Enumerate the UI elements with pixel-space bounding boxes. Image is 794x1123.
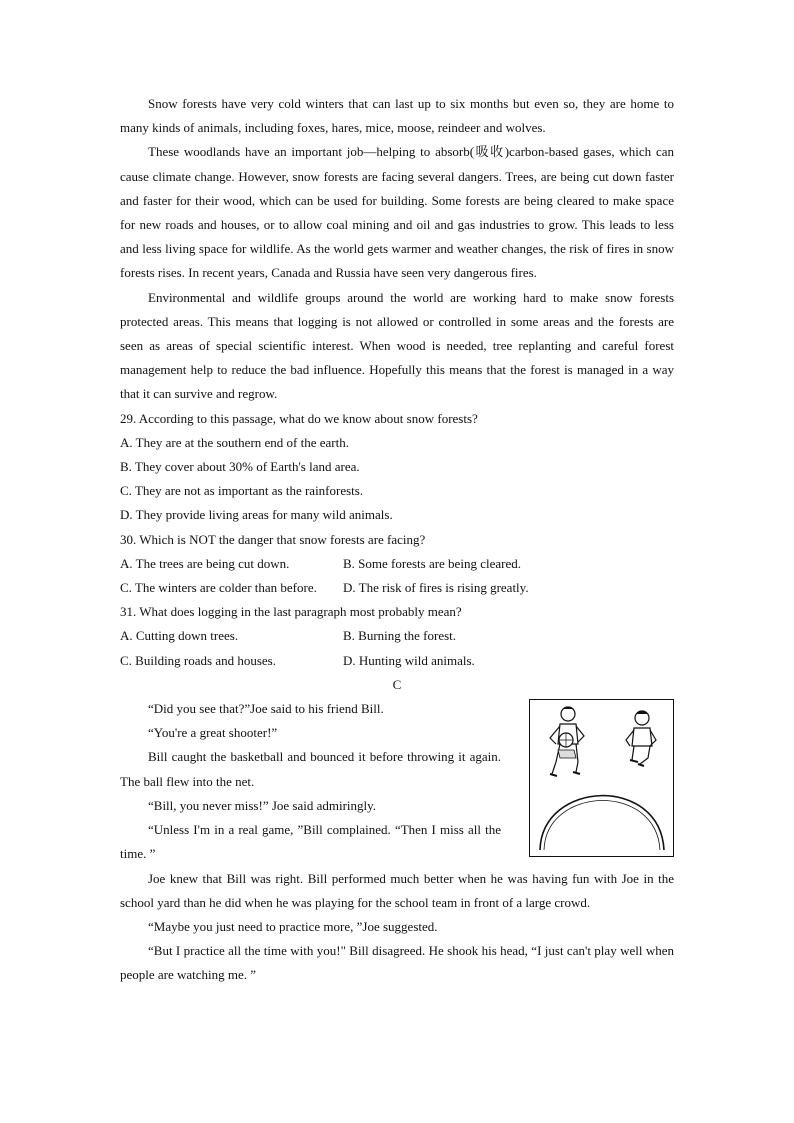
option-a: A. The trees are being cut down. [120, 555, 290, 571]
option-b: B. Some forests are being cleared. [343, 555, 521, 571]
question-29 [120, 407, 674, 528]
story-line: “But I practice all the time with you!" Bill disagreed. He shook his head, “I just can't play well when people are watching me. ” [120, 943, 674, 983]
story-line: “Did you see that?”Joe said to his friend Bill. [148, 701, 384, 717]
option-d: D. They provide living areas for many wild animals. [120, 507, 393, 523]
option-c: C. Building roads and houses. [120, 652, 276, 668]
story-line: Bill caught the basketball and bounced it before throwing it again. The ball flew into the net. [120, 749, 501, 789]
paragraph-1: Snow forests have very cold winters that can last up to six months but even so, they are home to many kinds of animals, including foxes, hares, mice, moose, reindeer and wolves. [120, 96, 674, 136]
question-stem: 29. According to this passage, what do we know about snow forests? [120, 410, 478, 426]
option-d: D. Hunting wild animals. [343, 652, 475, 668]
story-line: “Unless I'm in a real game, ”Bill complained. “Then I miss all the time. ” [120, 822, 501, 862]
question-30 [120, 528, 674, 601]
option-d: D. The risk of fires is rising greatly. [343, 580, 529, 596]
question-stem: 31. What does logging in the last paragraph most probably mean? [120, 604, 462, 620]
story-line: “You're a great shooter!” [148, 725, 278, 741]
paragraph-3: Environmental and wildlife groups around the world are working hard to make snow forests protected areas. This means that logging is not allowed or controlled in some areas and the forests are seen as areas of special scientific interest. When wood is needed, tree replanting and careful forest management help to reduce the bad influence. Hopefully this means that the forest is managed in a way that it can survive and regrow. [120, 289, 674, 402]
option-a: A. They are at the southern end of the earth. [120, 434, 349, 450]
option-c: C. The winters are colder than before. [120, 580, 317, 596]
option-b: B. They cover about 30% of Earth's land area. [120, 459, 360, 475]
option-b: B. Burning the forest. [343, 628, 457, 644]
story-line: “Maybe you just need to practice more, ”Joe suggested. [148, 918, 438, 934]
option-c: C. They are not as important as the rainforests. [120, 483, 364, 499]
question-stem: 30. Which is NOT the danger that snow forests are facing? [120, 531, 426, 547]
paragraph-2: These woodlands have an important job—helping to absorb(吸收)carbon-based gases, which can cause climate change. However, snow forests are facing several dangers. Trees, are being cut down faster and faster for their wood, which can be used for building. Some forests are being cleared to make space for new roads and houses, or to allow coal mining and oil and gas industries to grow. This leads to less and less living space for wildlife. As the world gets warmer and weather changes, the risk of fires in snow forests rises. In recent years, Canada and Russia have seen very dangerous fires. [120, 144, 674, 281]
question-31 [120, 600, 674, 673]
story-text [120, 697, 501, 866]
document-page [120, 92, 674, 988]
story-line: Joe knew that Bill was right. Bill performed much better when he was having fun with Joe in the school yard than he did when he was playing for the school team in front of a large crowd. [120, 870, 674, 910]
option-a: A. Cutting down trees. [120, 628, 239, 644]
story-line: “Bill, you never miss!” Joe said admiringly. [148, 797, 377, 813]
section-label: C [392, 676, 402, 692]
basketball-illustration [529, 699, 674, 857]
story-with-figure [120, 697, 674, 866]
